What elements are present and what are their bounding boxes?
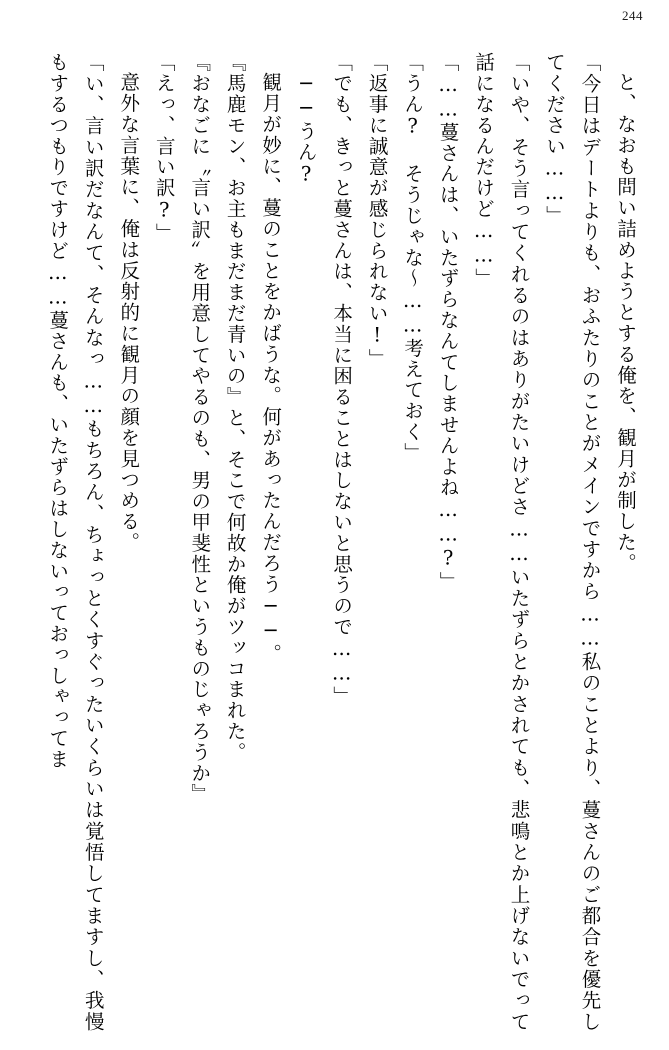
paragraph: 『馬鹿モン、お主もまだまだ青いの』と、そこで何故か俺がツッコまれた。 bbox=[223, 52, 247, 763]
paragraph: 観月が妙に、蔓のことをかばうな。何があったんだろう──。 bbox=[259, 71, 283, 664]
paragraph: 『おなごに〝言い訳〟を用意してやるのも、男の甲斐性というものじゃろうか』 bbox=[188, 52, 212, 805]
paragraph: 「でも、きっと蔓さんは、本当に困ることはしないと思うので……」 bbox=[330, 52, 354, 707]
paragraph: 「えっ、言い訳?」 bbox=[152, 52, 176, 244]
paragraph: 「返事に誠意が感じられない!」 bbox=[365, 52, 389, 369]
paragraph: 「い、言い訳だなんて、そんなっ……もちろん、ちょっとくすぐったいくらいは覚悟してますし、我慢もするつもりですけど……蔓さんも、いたずらはしないっておっしゃってま bbox=[46, 52, 105, 1032]
page-number: 244 bbox=[622, 8, 643, 23]
vertical-text-body bbox=[26, 52, 643, 1032]
paragraph: と、なおも問い詰めようとする俺を、観月が制した。 bbox=[614, 71, 637, 574]
paragraph: 「……蔓さんは、いたずらなんてしませんよね……?」 bbox=[436, 52, 460, 592]
paragraph: 「いや、そう言ってくれるのはありがたいけどさ……いたずらとかされても、悲鳴とか上げないでって話になるんだけど……」 bbox=[472, 52, 531, 1032]
paragraph: 「うん? そうじゃな～……考えておく」 bbox=[401, 52, 425, 464]
paragraph: ──うん? bbox=[294, 71, 318, 187]
paragraph: 「今日はデートよりも、おふたりのことがメインですから……私のことより、蔓さんのご都合を優先してください……」 bbox=[543, 52, 602, 1032]
paragraph: 意外な言葉に、俺は反射的に観月の顔を見つめる。 bbox=[117, 71, 141, 553]
